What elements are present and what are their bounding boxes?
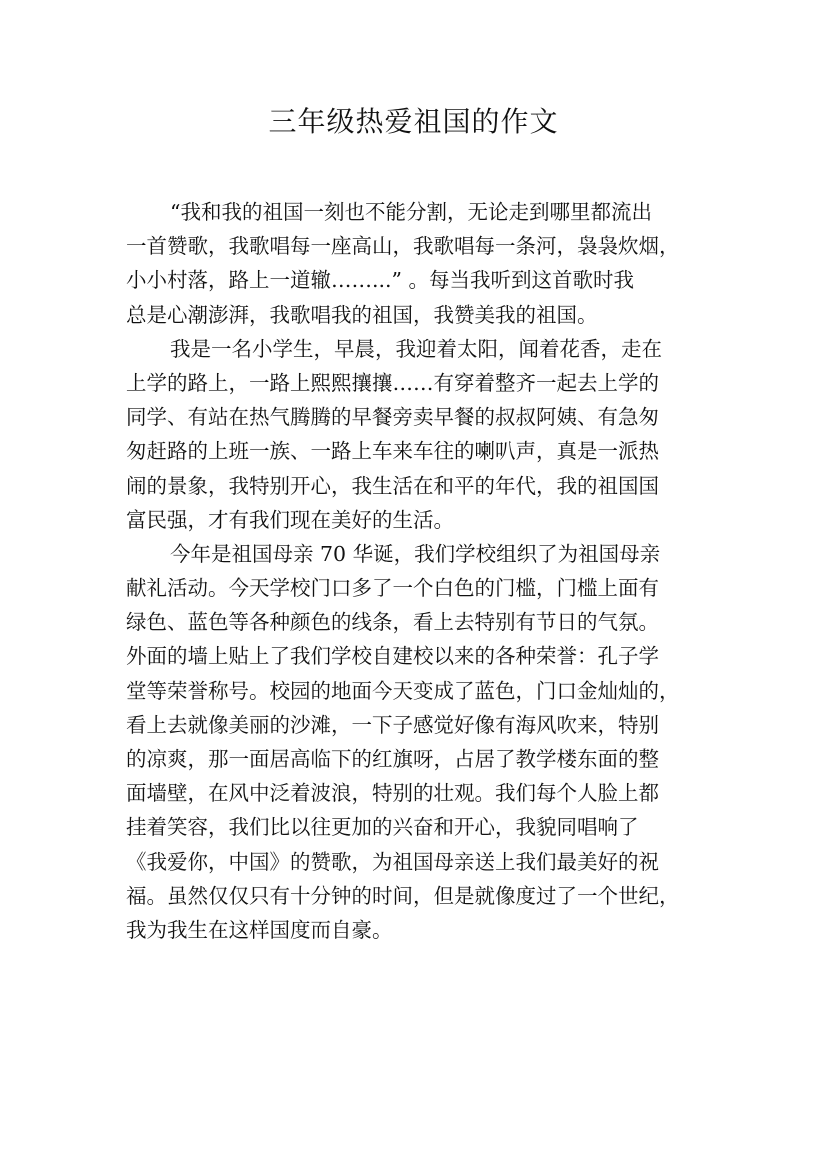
text-line: 闹的景象，我特别开心，我生活在和平的年代，我的祖国国	[126, 473, 659, 498]
text-line: 我是一名小学生，早晨，我迎着太阳，闻着花香，走在	[170, 336, 662, 361]
text-line: “我和我的祖国一刻也不能分割，无论走到哪里都流出	[170, 200, 652, 224]
text-line: 看上去就像美丽的沙滩，一下子感觉好像有海风吹来，特别	[126, 712, 659, 737]
text-line: 今年是祖国母亲 70 华诞，我们学校组织了为祖国母亲	[170, 541, 661, 566]
text-line: 堂等荣誉称号。校园的地面今天变成了蓝色，门口金灿灿的，	[126, 678, 680, 703]
text-line: 匆赶路的上班一族、一路上车来车往的喇叭声，真是一派热	[126, 439, 659, 464]
document-body	[126, 195, 716, 947]
text-line: 的凉爽，那一面居高临下的红旗呀，占居了教学楼东面的整	[126, 747, 659, 771]
text-line: 同学、有站在热气腾腾的早餐旁卖早餐的叔叔阿姨、有急匆	[126, 405, 659, 430]
text-line: 上学的路上，一路上熙熙攘攘……有穿着整齐一起去上学的	[126, 370, 659, 395]
text-line: 富民强，才有我们现在美好的生活。	[126, 507, 454, 532]
text-line: 挂着笑容，我们比以往更加的兴奋和开心，我貌同唱响了	[126, 815, 639, 840]
text-line: 献礼活动。今天学校门口多了一个白色的门槛，门槛上面有	[126, 576, 659, 601]
text-line: 一首赞歌，我歌唱每一座高山，我歌唱每一条河，袅袅炊烟，	[126, 234, 680, 259]
text-line: 外面的墙上贴上了我们学校自建校以来的各种荣誉：孔子学	[126, 644, 659, 669]
text-line: 面墙壁，在风中泛着波浪，特别的壮观。我们每个人脸上都	[126, 781, 659, 806]
text-line: 总是心潮澎湃，我歌唱我的祖国，我赞美我的祖国。	[126, 302, 598, 327]
text-line: 绿色、蓝色等各种颜色的线条，看上去特别有节日的气氛。	[126, 610, 659, 635]
text-line: 我为我生在这样国度而自豪。	[126, 917, 393, 942]
text-line: 福。虽然仅仅只有十分钟的时间，但是就像度过了一个世纪，	[126, 883, 680, 908]
text-line: 小小村落，路上一道辙……...” 。每当我听到这首歌时我	[126, 268, 635, 293]
document-title: 三年级热爱祖国的作文	[268, 105, 559, 138]
text-line: 《我爱你，中国》的赞歌，为祖国母亲送上我们最美好的祝	[126, 849, 659, 874]
